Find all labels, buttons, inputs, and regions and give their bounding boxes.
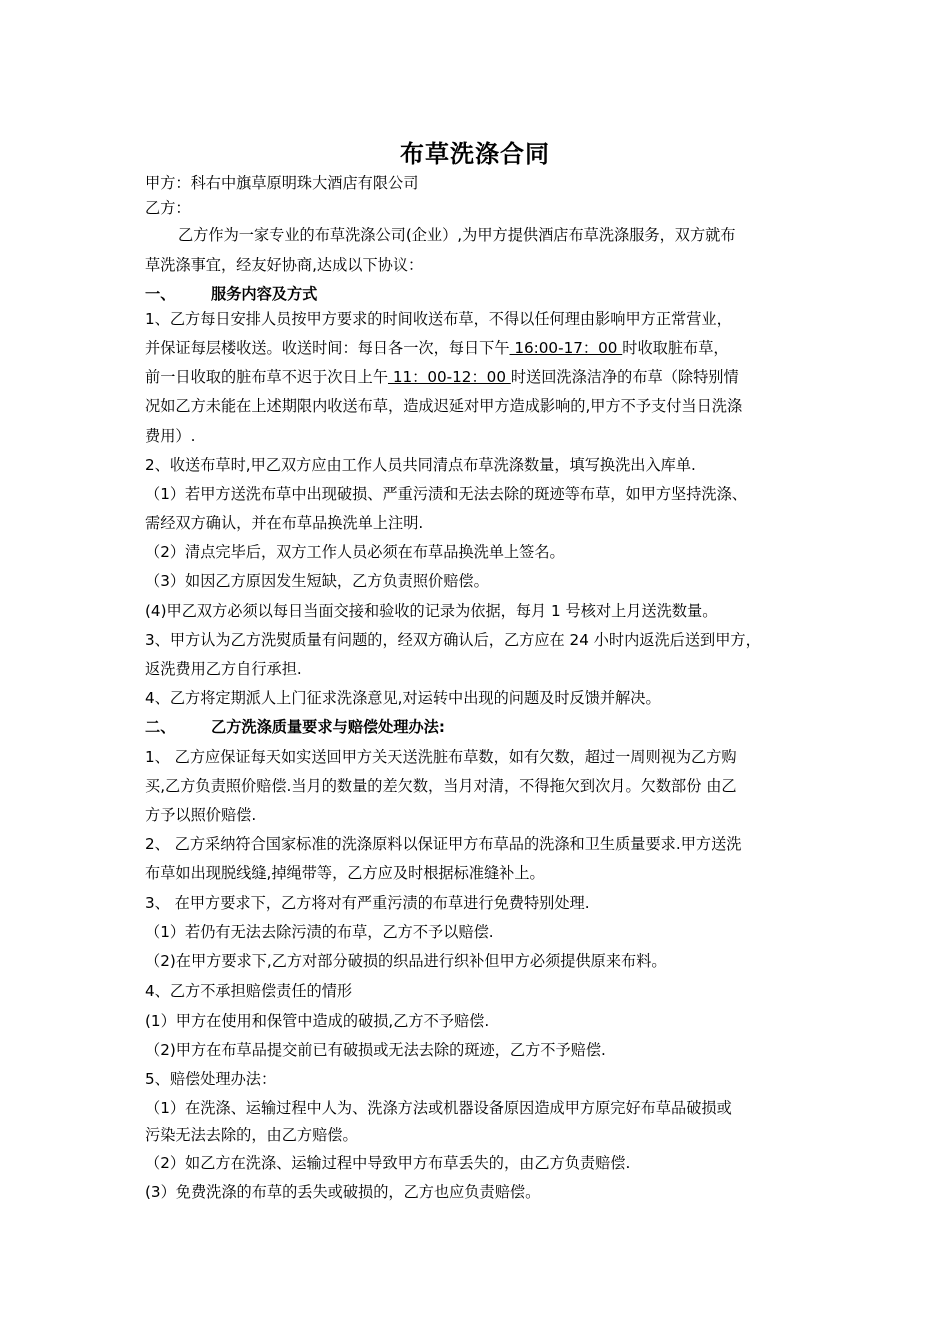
party-b-line: 乙方： xyxy=(145,199,191,217)
clause-line: （2)甲方在布草品提交前已有破损或无法去除的斑迹，乙方不予赔偿. xyxy=(145,1041,606,1059)
clause-line: （1）在洗涤、运输过程中人为、洗涤方法或机器设备原因造成甲方原完好布草品破损或 xyxy=(145,1099,732,1117)
clause-line: (3）免费洗涤的布草的丢失或破损的，乙方也应负责赔偿。 xyxy=(145,1183,541,1201)
clause-line xyxy=(145,367,739,387)
section-1-title: 服务内容及方式 xyxy=(211,285,318,303)
intro-line: 乙方作为一家专业的布草洗涤公司(企业）,为甲方提供酒店布草洗涤服务，双方就布 xyxy=(178,226,736,244)
clause-text: 并保证每层楼收送。收送时间：每日各一次，每日下午 xyxy=(145,339,510,357)
document-title: 布草洗涤合同 xyxy=(400,140,550,168)
clause-text: 前一日收取的脏布草不迟于次日上午 xyxy=(145,368,388,386)
clause-line: （2）如乙方在洗涤、运输过程中导致甲方布草丢失的，由乙方负责赔偿. xyxy=(145,1154,631,1172)
clause-text: 时送回洗涤洁净的布草（除特别情 xyxy=(510,368,739,386)
clause-line: （3）如因乙方原因发生短缺，乙方负责照价赔偿。 xyxy=(145,572,489,590)
clause-line: 5、赔偿处理办法： xyxy=(145,1070,277,1088)
section-2-title: 乙方洗涤质量要求与赔偿处理办法: xyxy=(211,718,445,736)
clause-line: 污染无法去除的，由乙方赔偿。 xyxy=(145,1126,358,1144)
clause-line: 布草如出现脱线缝,掉绳带等，乙方应及时根据标准缝补上。 xyxy=(145,864,545,882)
clause-line: 4、乙方不承担赔偿责任的情形 xyxy=(145,982,353,1000)
clause-line: （2）清点完毕后，双方工作人员必须在布草品换洗单上签名。 xyxy=(145,543,565,561)
clause-line: （2)在甲方要求下,乙方对部分破损的织品进行织补但甲方必须提供原来布料。 xyxy=(145,952,667,970)
clause-line: 需经双方确认，并在布草品换洗单上注明. xyxy=(145,514,424,532)
clause-line: 返洗费用乙方自行承担. xyxy=(145,660,302,678)
clause-line: 3、 在甲方要求下，乙方将对有严重污渍的布草进行免费特别处理. xyxy=(145,894,590,912)
clause-line: 2、 乙方采纳符合国家标准的洗涤原料以保证甲方布草品的洗涤和卫生质量要求.甲方送洗 xyxy=(145,835,742,853)
return-time: 11：00-12：00 xyxy=(388,368,511,386)
intro-line: 草洗涤事宜，经友好协商,达成以下协议： xyxy=(145,256,424,274)
clause-line: 况如乙方未能在上述期限内收送布草，造成迟延对甲方造成影响的,甲方不予支付当日洗涤 xyxy=(145,397,743,415)
clause-line: 4、乙方将定期派人上门征求洗涤意见,对运转中出现的问题及时反馈并解决。 xyxy=(145,689,661,707)
pickup-time: 16:00-17：00 xyxy=(509,339,623,357)
clause-line: (1）甲方在使用和保管中造成的破损,乙方不予赔偿. xyxy=(145,1012,490,1030)
section-2-number: 二、 xyxy=(145,718,176,736)
clause-text: 时收取脏布草， xyxy=(622,339,729,357)
clause-line: 1、 乙方应保证每天如实送回甲方关天送洗脏布草数，如有欠数，超过一周则视为乙方购 xyxy=(145,748,737,766)
clause-line: （1）若仍有无法去除污渍的布草，乙方不予以赔偿. xyxy=(145,923,494,941)
section-2-heading xyxy=(145,717,445,737)
clause-line: 3、甲方认为乙方洗熨质量有问题的，经双方确认后，乙方应在 24 小时内返洗后送到甲方， xyxy=(145,631,761,649)
party-a-line: 甲方：科右中旗草原明珠大酒店有限公司 xyxy=(145,174,419,192)
clause-line: 买,乙方负责照价赔偿.当月的数量的差欠数，当月对清，不得拖欠到次月。欠数部份 由乙 xyxy=(145,777,737,795)
clause-line xyxy=(145,338,729,358)
clause-line: 1、乙方每日安排人员按甲方要求的时间收送布草，不得以任何理由影响甲方正常营业， xyxy=(145,310,732,328)
clause-line: 方予以照价赔偿. xyxy=(145,806,257,824)
section-1-number: 一、 xyxy=(145,285,176,303)
clause-line: （1）若甲方送洗布草中出现破损、严重污渍和无法去除的斑迹等布草，如甲方坚持洗涤、 xyxy=(145,485,747,503)
clause-line: 2、收送布草时,甲乙双方应由工作人员共同清点布草洗涤数量，填写换洗出入库单. xyxy=(145,456,696,474)
clause-line: 费用）. xyxy=(145,427,196,445)
section-1-heading xyxy=(145,284,317,304)
clause-line: (4)甲乙双方必须以每日当面交接和验收的记录为依据，每月 1 号核对上月送洗数量。 xyxy=(145,602,718,620)
